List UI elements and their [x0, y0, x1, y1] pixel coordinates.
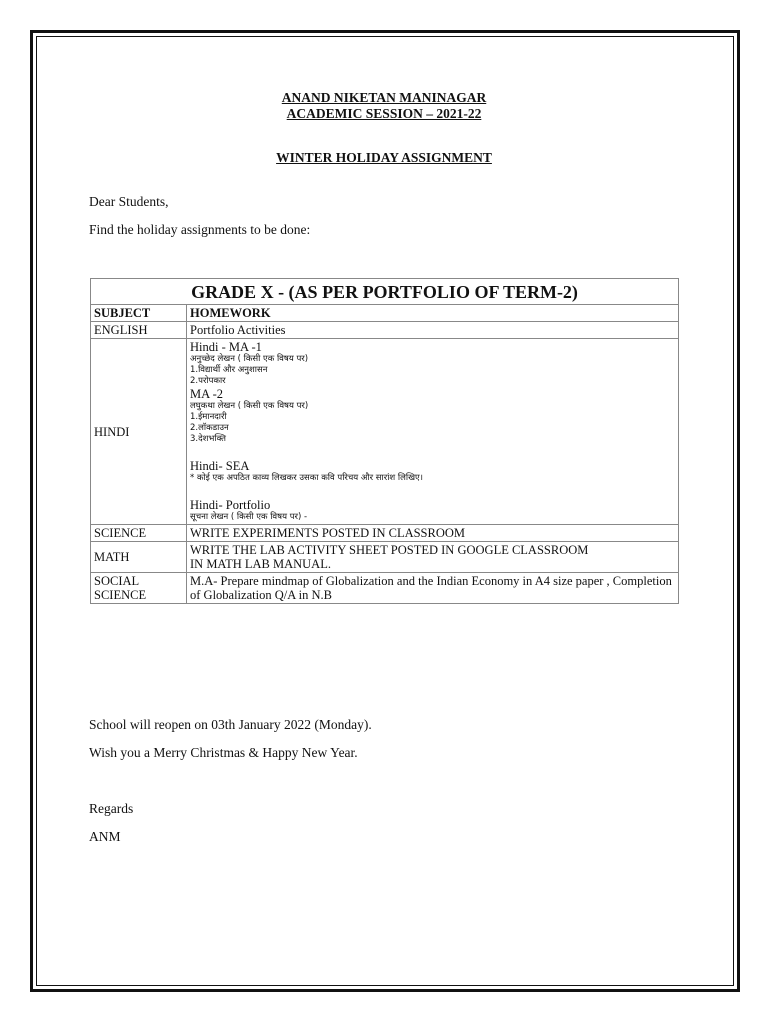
hindi-portfolio-title: Hindi- Portfolio	[190, 498, 271, 512]
signature: ANM	[89, 829, 121, 844]
regards-text: Regards	[89, 801, 134, 816]
table-row-hindi	[91, 339, 679, 525]
math-homework-line-2: IN MATH LAB MANUAL.	[190, 557, 331, 571]
homework-cell: Portfolio Activities	[187, 322, 679, 339]
hindi-ma1-instruction: अनुच्छेद लेखन ( किसी एक विषय पर)	[190, 354, 309, 364]
hindi-ma2-item-1: 1.ईमानदारी	[190, 412, 227, 422]
hindi-ma2-item-3: 3.देशभक्ति	[190, 434, 226, 444]
hindi-ma1-item-2: 2.परोपकार	[190, 376, 226, 386]
homework-cell	[187, 542, 679, 573]
table-row-math	[91, 542, 679, 573]
letter-header	[89, 90, 679, 166]
hindi-sea-title: Hindi- SEA	[190, 459, 250, 473]
school-name: ANAND NIKETAN MANINAGAR	[281, 90, 487, 105]
social-subject-line-1: SOCIAL	[94, 574, 140, 588]
column-header-subject: SUBJECT	[91, 305, 187, 322]
table-header-row	[91, 305, 679, 322]
academic-session: ACADEMIC SESSION – 2021-22	[286, 106, 482, 121]
spacer	[190, 484, 675, 498]
social-subject-line-2: SCIENCE	[94, 588, 147, 602]
table-row-science	[91, 525, 679, 542]
homework-cell	[187, 339, 679, 525]
subject-cell	[91, 573, 187, 604]
homework-cell: WRITE EXPERIMENTS POSTED IN CLASSROOM	[187, 525, 679, 542]
subject-cell: MATH	[91, 542, 187, 573]
assignment-title: WINTER HOLIDAY ASSIGNMENT	[276, 150, 492, 165]
subject-cell: SCIENCE	[91, 525, 187, 542]
subject-cell: ENGLISH	[91, 322, 187, 339]
table-row-social-science	[91, 573, 679, 604]
table-row-english	[91, 322, 679, 339]
hindi-portfolio-instruction: सूचना लेखन ( किसी एक विषय पर) -	[190, 512, 308, 522]
spacer	[190, 445, 675, 459]
holiday-wishes: Wish you a Merry Christmas & Happy New Year.	[89, 745, 358, 760]
hindi-ma2-instruction: लघुकथा लेखन ( किसी एक विषय पर)	[190, 401, 309, 411]
hindi-ma1-title: Hindi - MA -1	[190, 340, 262, 354]
table-title: GRADE X - (AS PER PORTFOLIO OF TERM-2)	[91, 279, 679, 305]
math-homework-line-1: WRITE THE LAB ACTIVITY SHEET POSTED IN GOOGLE CLASSROOM	[190, 543, 589, 557]
hindi-ma1-item-1: 1.विद्यार्थी और अनुशासन	[190, 365, 268, 375]
assignment-table	[90, 278, 679, 604]
table-title-row	[91, 279, 679, 305]
hindi-ma2-item-2: 2.लॉकडाउन	[190, 423, 229, 433]
homework-cell: M.A- Prepare mindmap of Globalization and the Indian Economy in A4 size paper , Completion of Globalization Q/A in N.B	[187, 573, 679, 604]
hindi-sea-instruction: * कोई एक अपठित काव्य लिखकर उसका कवि परिचय और सारांश लिखिए।	[190, 473, 423, 483]
column-header-homework: HOMEWORK	[187, 305, 679, 322]
greeting: Dear Students,	[89, 194, 169, 209]
subject-cell: HINDI	[91, 339, 187, 525]
intro-text: Find the holiday assignments to be done:	[89, 222, 311, 237]
hindi-ma2-title: MA -2	[190, 387, 223, 401]
reopen-notice: School will reopen on 03th January 2022 (Monday).	[89, 717, 372, 732]
